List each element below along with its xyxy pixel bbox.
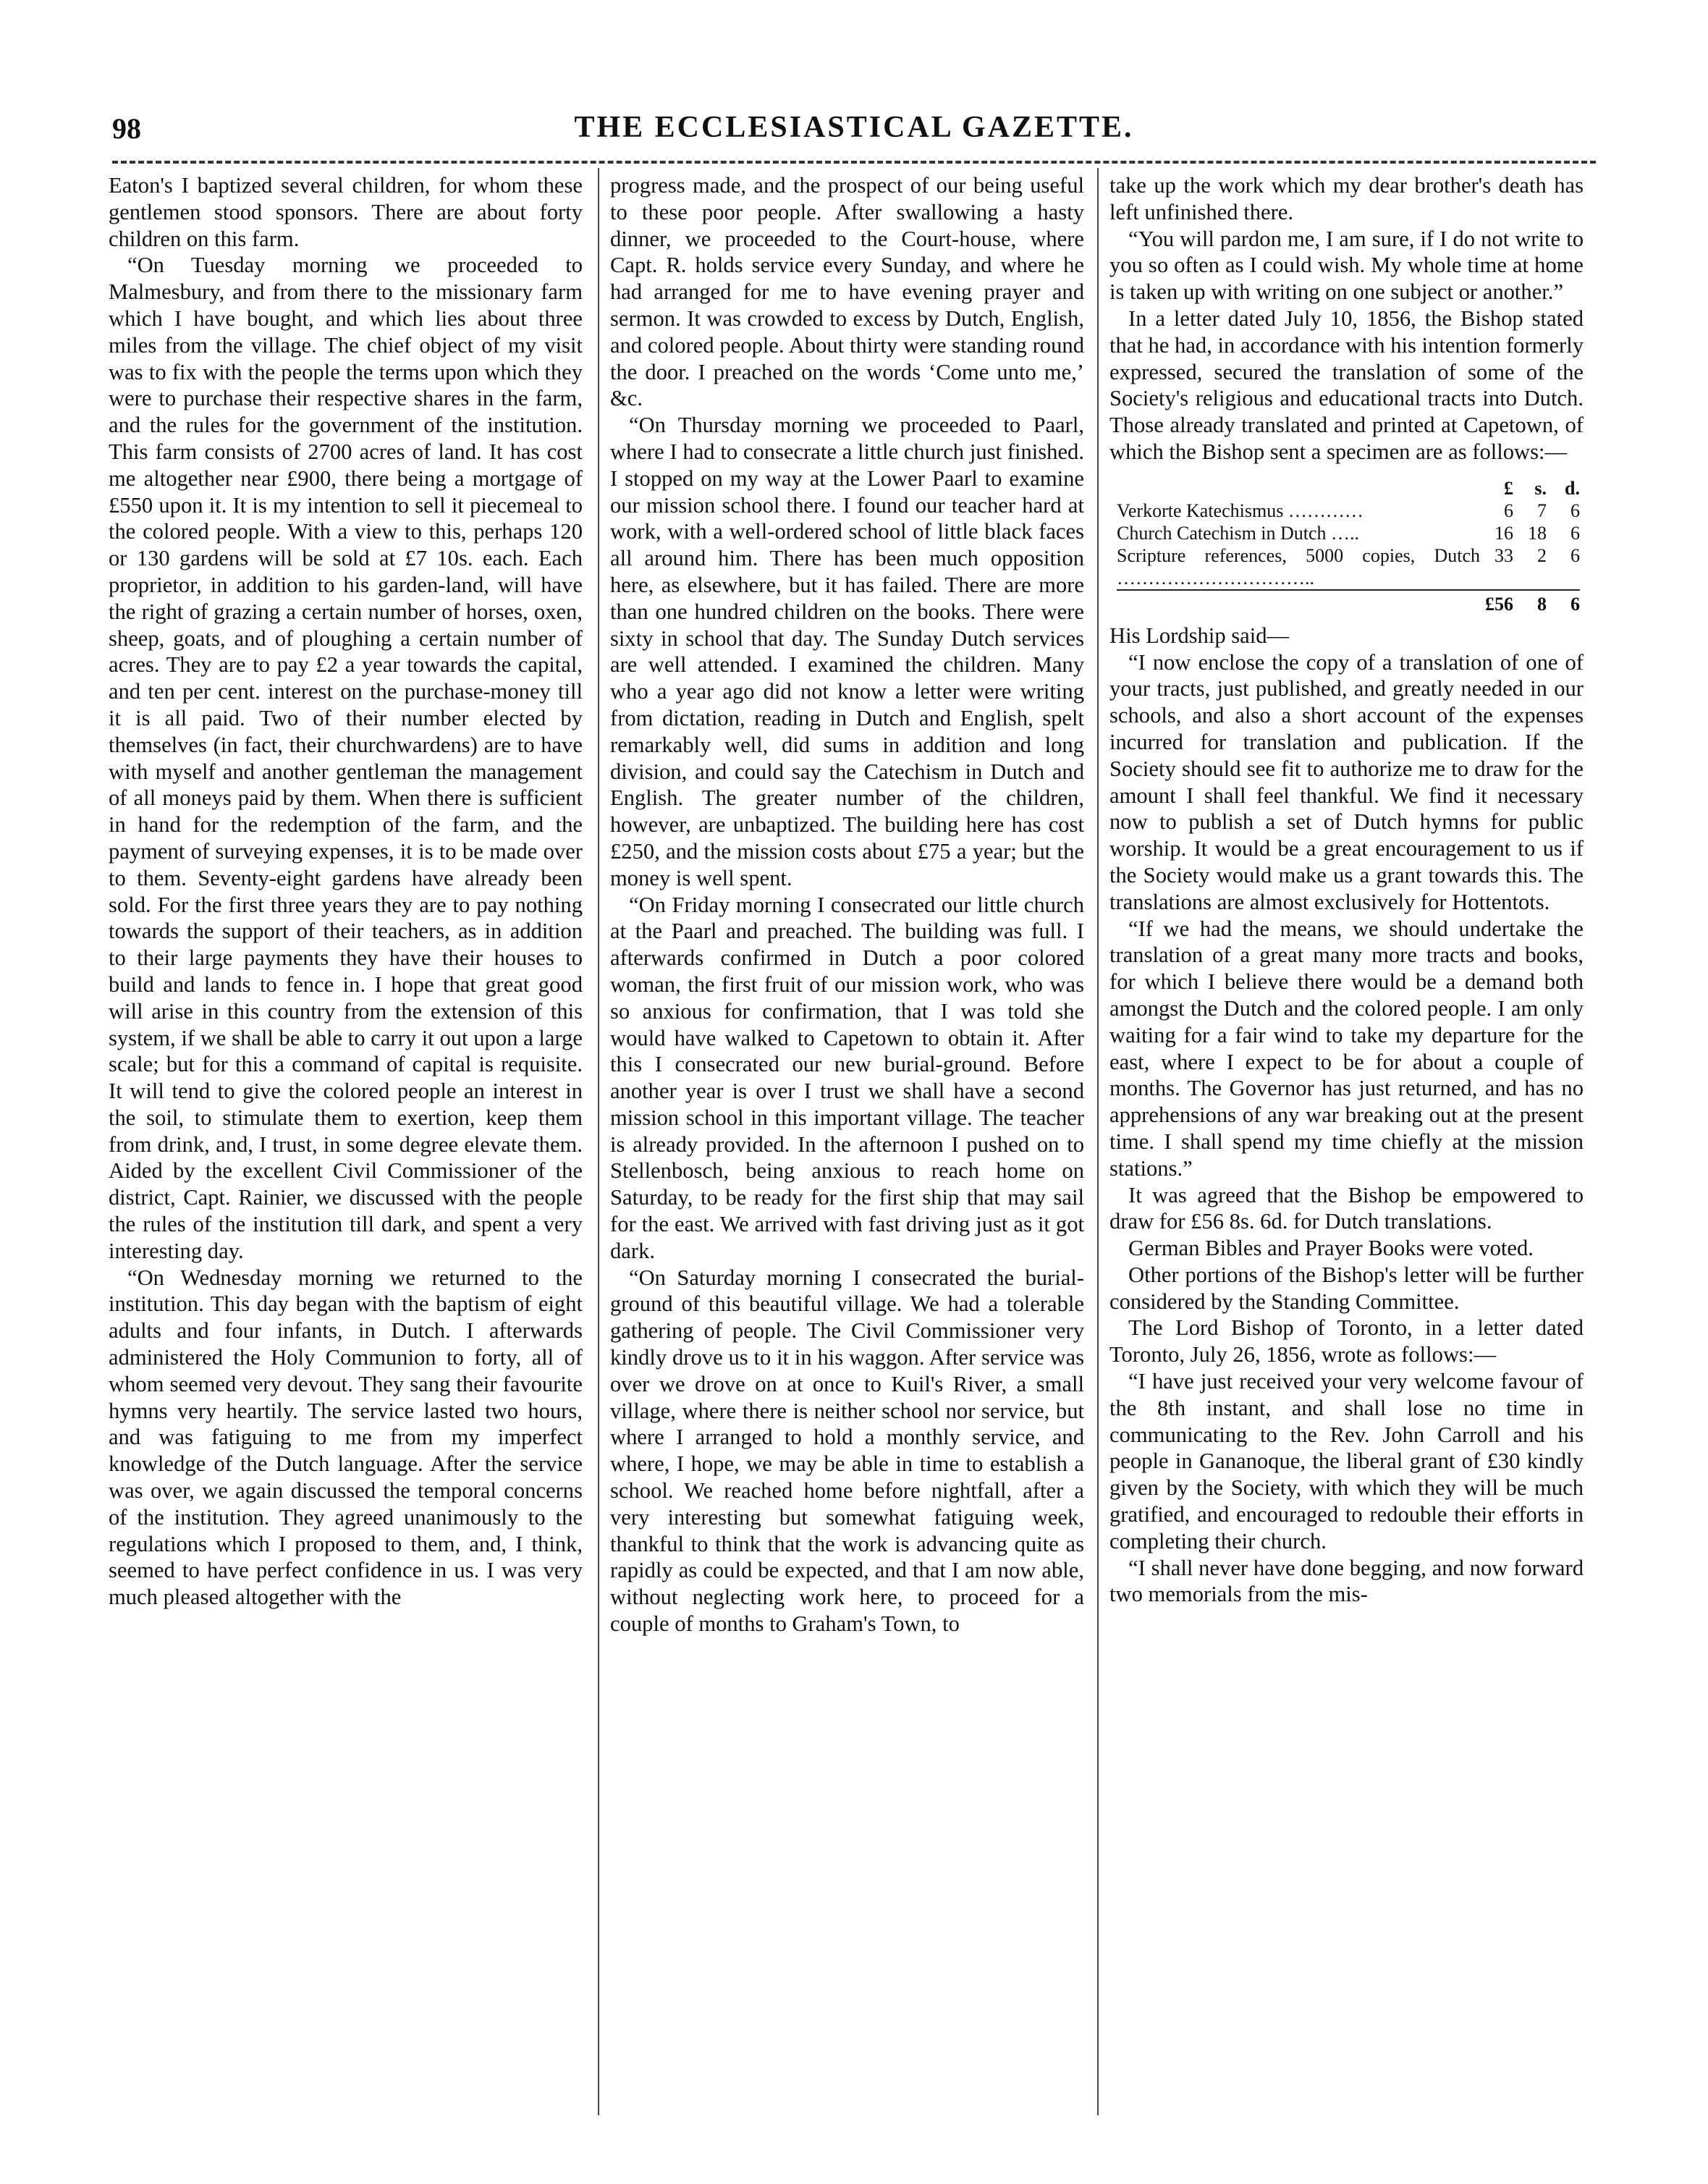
header-rule (112, 161, 1596, 164)
paragraph: “On Tuesday morning we proceeded to Malmesbury, and from there to the missionary farm which I have bought, and which lies about three miles from the village. The chief object of my visit was to fix with the people the terms upon which they were to purchase their respective shares in the farm, and the rules for the government of the institution. This farm consists of 2700 acres of land. It has cost me altogether near £900, there being a mortgage of £550 upon it. It is my intention to sell it piecemeal to the colored people. With a view to this, perhaps 120 or 130 gardens will be sold at £7 10s. each. Each proprietor, in addition to his garden-land, will have the right of grazing a certain number of horses, oxen, sheep, goats, and of ploughing a certain number of acres. They are to pay £2 a year towards the capital, and ten per cent. interest on the purchase-money till it is all paid. Two of their number elected by themselves (in fact, their churchwardens) are to have with myself and another gentleman the management of all moneys paid by them. When there is sufficient in hand for the redemption of the farm, and the payment of surveying expenses, it is to be made over to them. Seventy-eight gardens have already been sold. For the first three years they are to pay nothing towards the support of their teachers, as in addition to their large payments they have their houses to build and lands to fence in. I hope that great good will arise in this country from the extension of this system, if we shall be able to carry it out upon a large scale; but for this a command of capital is requisite. It will tend to give the colored people an interest in the soil, to stimulate them to exertion, keep them from drink, and, I trust, in some degree elevate them. Aided by the excellent Civil Commissioner of the district, Capt. Rainier, we discussed with the people the rules of the institution till dark, and spent a very interesting day. (109, 253, 583, 1263)
pounds-value: 33 (1494, 544, 1513, 566)
item-name: Verkorte Katechismus ………… (1117, 499, 1364, 521)
shillings-value: 2 (1537, 544, 1547, 566)
column-divider-2 (1097, 168, 1099, 2115)
paragraph: “I have just received your very welcome favour of the 8th instant, and shall lose no time in communicating to the Rev. John Carroll and his people in Gananoque, the liberal grant of £30 kindly given by the Society, with which they will be much gratified, and encouraged to redouble their efforts in completing their church. (1109, 1369, 1584, 1553)
text-column-3 (1109, 172, 1584, 2112)
translation-expenses-table (1117, 477, 1580, 615)
table-total-row (1117, 590, 1580, 615)
pence-value: 6 (1570, 544, 1580, 566)
shillings-header: s. (1534, 477, 1547, 499)
paragraph: “I now enclose the copy of a translation of one of your tracts, just published, and greatly needed in our schools, and also a short account of the expenses incurred for translation and publication. If the Society should see fit to authorize me to draw for the amount I shall feel thankful. We find it necessary now to publish a set of Dutch hymns for public worship. It would be a great encouragement to us if the Society would make us a grant towards this. The translations are almost exclusively for Hottentots. (1109, 649, 1584, 914)
item-name: Scripture references, 5000 copies, Dutch ………………………….. (1117, 544, 1480, 589)
paragraph: “I shall never have done begging, and now forward two memorials from the mis- (1109, 1555, 1584, 1607)
text-column-2 (610, 172, 1084, 2112)
shillings-value: 7 (1537, 499, 1547, 521)
table-row (1117, 499, 1580, 522)
paragraph: Other portions of the Bishop's letter will be further considered by the Standing Committee. (1109, 1262, 1584, 1314)
paragraph: “On Wednesday morning we returned to the institution. This day began with the baptism of eight adults and four infants, in Dutch. I afterwards administered the Holy Communion to forty, all of whom seemed very devout. They sang their favourite hymns very heartily. The service lasted two hours, and was fatiguing to me from my imperfect knowledge of the Dutch language. After the service was over, we again discussed the temporal concerns of the institution. They agreed unanimously to the regulations which I proposed to them, and, I think, seemed to have perfect confidence in us. I was very much pleased altogether with the (109, 1265, 583, 1610)
page-header (112, 107, 1596, 151)
page-number: 98 (112, 112, 141, 145)
pounds-value: 6 (1504, 499, 1513, 521)
paragraph: His Lordship said— (1109, 623, 1290, 648)
paragraph: It was agreed that the Bishop be empowered to draw for £56 8s. 6d. for Dutch translations. (1109, 1182, 1584, 1234)
pence-header: d. (1565, 477, 1580, 499)
total-shillings: 8 (1513, 590, 1547, 615)
pence-value: 6 (1570, 522, 1580, 544)
paragraph: take up the work which my dear brother's death has left unfinished there. (1109, 173, 1584, 224)
paragraph: Eaton's I baptized several children, for whom these gentlemen stood sponsors. There are about forty children on this farm. (109, 173, 583, 251)
paragraph: “You will pardon me, I am sure, if I do not write to you so often as I could wish. My whole time at home is taken up with writing on one subject or another.” (1109, 226, 1584, 305)
paragraph: “On Friday morning I consecrated our little church at the Paarl and preached. The building was full. I afterwards confirmed in Dutch a poor colored woman, the first fruit of our mission work, who was so anxious for confirmation, that I was told she would have walked to Capetown to obtain it. After this I consecrated our new burial-ground. Before another year is over I trust we shall have a second mission school in this important village. The teacher is already provided. In the afternoon I pushed on to Stellenbosch, being anxious to reach home on Saturday, to be ready for the first ship that may sail for the east. We arrived with fast driving just as it got dark. (610, 892, 1084, 1263)
text-column-1 (109, 172, 583, 2112)
pence-value: 6 (1570, 499, 1580, 521)
shillings-value: 18 (1528, 522, 1547, 544)
column-divider-1 (598, 168, 599, 2115)
table-row (1117, 522, 1580, 544)
paragraph: “On Saturday morning I consecrated the burial-ground of this beautiful village. We had a tolerable gathering of people. The Civil Commissioner very kindly drove us to it in his waggon. After service was over we drove on at once to Kuil's River, a small village, where there is neither school nor service, but where I arranged to hold a monthly service, and where, I hope, we may be able in time to establish a school. We reached home before nightfall, after a very interesting but somewhat fatiguing week, thankful to think that the work is advancing quite as rapidly as could be expected, and that I am now able, without neglecting work here, to proceed for a couple of months to Graham's Town, to (610, 1265, 1084, 1637)
table-row (1117, 544, 1580, 590)
item-name: Church Catechism in Dutch ….. (1117, 522, 1360, 544)
paragraph: German Bibles and Prayer Books were voted. (1128, 1236, 1534, 1261)
total-pounds: £56 (1480, 590, 1513, 615)
paragraph: “On Thursday morning we proceeded to Paarl, where I had to consecrate a little church just finished. I stopped on my way at the Lower Paarl to examine our mission school there. I found our teacher hard at work, with a well-ordered school of little black faces all around him. There has been much opposition here, as elsewhere, but it has failed. There are more than one hundred children on the books. There were sixty in school that day. The Sunday Dutch services are well attended. I examined the children. Many who a year ago did not know a letter were writing from dictation, reading in Dutch and English, spelt remarkably well, did sums in addition and long division, and could say the Catechism in Dutch and English. The greater number of the children, however, are unbaptized. The building here has cost £250, and the mission costs about £75 a year; but the money is well spent. (610, 413, 1084, 890)
pounds-value: 16 (1494, 522, 1513, 544)
page-title: THE ECCLESIASTICAL GAZETTE. (574, 111, 1134, 144)
paragraph: “If we had the means, we should undertake the translation of a great many more tracts and books, for which I believe there would be a demand both amongst the Dutch and the colored people. I am only waiting for a fair wind to take my departure for the east, where I expect to be for about a couple of months. The Governor has just returned, and has no apprehensions of any war breaking out at the present time. I shall spend my time chiefly at the mission stations.” (1109, 916, 1584, 1181)
paragraph: The Lord Bishop of Toronto, in a letter dated Toronto, July 26, 1856, wrote as follows:— (1109, 1315, 1584, 1367)
table-header-row (1117, 477, 1580, 499)
paragraph: progress made, and the prospect of our being useful to these poor people. After swallowing a hasty dinner, we proceeded to the Court-house, where Capt. R. holds service every Sunday, and where he had arranged for me to have evening prayer and sermon. It was crowded to excess by Dutch, English, and colored people. About thirty were standing round the door. I preached on the words ‘Come unto me,’ &c. (610, 173, 1084, 411)
pounds-header: £ (1504, 477, 1513, 499)
paragraph: In a letter dated July 10, 1856, the Bishop stated that he had, in accordance with his intention formerly expressed, secured the translation of some of the Society's religious and educational tracts into Dutch. Those already translated and printed at Capetown, of which the Bishop sent a specimen are as follows:— (1109, 305, 1584, 464)
total-pence: 6 (1547, 590, 1580, 615)
